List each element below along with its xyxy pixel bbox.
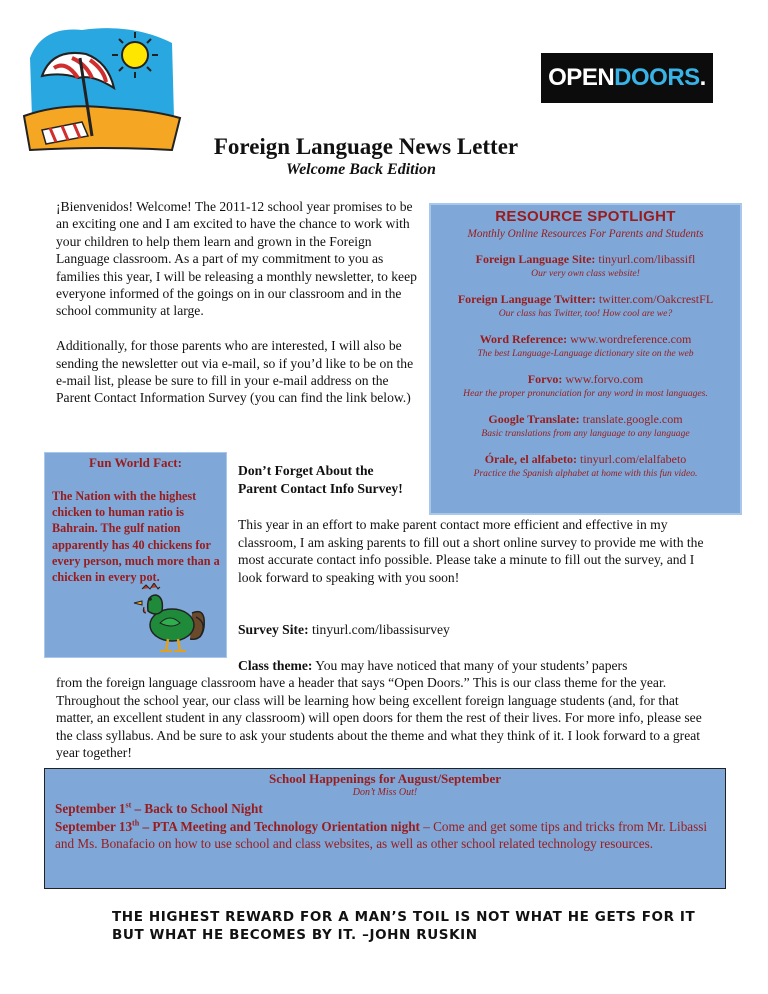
resource-label: Google Translate:: [488, 412, 580, 426]
open-doors-logo: [541, 53, 713, 103]
newsletter-title: Foreign Language News Letter: [213, 134, 519, 159]
happenings-subtitle: Don’t Miss Out!: [352, 787, 418, 798]
fun-world-fact-box: [44, 452, 227, 658]
event-back-to-school: September 1st – Back to School Night: [55, 800, 263, 816]
intro-paragraph-2: Additionally, for those parents who are interested, I will also be sending the newsletter out via e-mail, so if you’d like to be on the e-mail list, please be sure to fill in your e-mail address on the Parent Contact Information Survey (you can find the link below.): [56, 338, 414, 406]
parent-contact-heading: Don’t Forget About the Parent Contact Info Survey!: [238, 463, 403, 496]
resource-link[interactable]: www.wordreference.com: [567, 332, 692, 346]
resource-label: Forvo:: [527, 372, 563, 386]
resource-item: [431, 372, 740, 400]
resource-link[interactable]: tinyurl.com/libassifl: [595, 252, 696, 266]
resource-item: [431, 412, 740, 440]
resource-link[interactable]: tinyurl.com/elalfabeto: [577, 452, 687, 466]
logo-text-dot: .: [699, 64, 706, 91]
survey-site-label: Survey Site:: [238, 622, 309, 637]
class-theme-first-line: [238, 657, 713, 675]
resource-description: Our class has Twitter, too! How cool are we?: [498, 308, 673, 319]
survey-site-line: [238, 622, 450, 638]
intro-paragraph-1: ¡Bienvenidos! Welcome! The 2011-12 school year promises to be an exciting one and I am excited to have the chance to work with your children to help them learn and grown in the Foreign Language classroom. As a part of my commitment to you as families this year, I will be releasing a monthly newsletter, to keep everyone informed of the goings on in our classroom and in the school community at large.: [56, 199, 417, 319]
resource-spotlight-box: [429, 203, 742, 515]
intro-section: [56, 198, 418, 407]
resource-label: Órale, el alfabeto:: [484, 452, 577, 466]
resource-label: Foreign Language Twitter:: [457, 292, 596, 306]
resource-description: Our very own class website!: [531, 268, 640, 279]
class-theme-body: from the foreign language classroom have a header that says “Open Doors.” This is our class theme for the year. Throughout the school year, our class will be learning how being excellent foreign language students (and, for that matter, an excellent student in any classroom) will open doors for them the rest of their lives. For more info, please see the class syllabus. And be sure to ask your students about the theme and what they think of it. I look forward to a great year together!: [56, 675, 702, 761]
logo-text-doors: DOORS: [614, 64, 700, 91]
event-pta-description: – Come and get some tips and tricks from Mr. Libassi and Ms. Bonafacio on how to use school and class websites, as well as other school related technology resources.: [55, 818, 708, 851]
closing-quote: THE HIGHEST REWARD FOR A MAN’S TOIL IS NOT WHAT HE GETS FOR IT BUT WHAT HE BECOMES BY IT. –JOHN RUSKIN: [112, 909, 696, 943]
resource-label: Foreign Language Site:: [475, 252, 596, 266]
school-happenings-box: [44, 768, 726, 889]
parent-contact-body: This year in an effort to make parent contact more efficient and effective in my classroom, I am asking parents to fill out a short online survey to provide me with the most accurate contact info possible. Please take a minute to fill out the survey, and I look forward to speaking with you soon!: [238, 517, 704, 585]
resource-item: [431, 452, 740, 480]
resource-link[interactable]: www.forvo.com: [562, 372, 644, 386]
resource-description: Hear the proper pronunciation for any word in most languages.: [463, 388, 708, 399]
resource-subheading: Monthly Online Resources For Parents and Students: [467, 228, 704, 240]
resource-description: Practice the Spanish alphabet at home with this fun video.: [473, 468, 698, 479]
rooster-clipart: [130, 583, 210, 655]
resource-item: [431, 292, 740, 320]
newsletter-subtitle: Welcome Back Edition: [286, 161, 436, 178]
survey-site-link[interactable]: tinyurl.com/libassisurvey: [308, 622, 450, 637]
resource-link[interactable]: twitter.com/OakcrestFL: [595, 292, 714, 306]
resource-item: [431, 332, 740, 360]
resource-item: [431, 252, 740, 280]
resource-description: Basic translations from any language to any language: [481, 428, 690, 439]
event-pta-meeting: September 13th – PTA Meeting and Technology Orientation night – Come and get some tips and tricks from Mr. Libassi and Ms. Bonafacio on how to use school and class websites, as well as other school related technology resources.: [55, 818, 708, 851]
resource-description: The best Language-Language dictionary site on the web: [477, 348, 694, 359]
resource-heading: RESOURCE SPOTLIGHT: [495, 208, 676, 225]
fun-fact-body: The Nation with the highest chicken to human ratio is Bahrain. The gulf nation apparently has 40 chickens for every person, much more than a chicken in every pot.: [52, 489, 220, 585]
happenings-events: [45, 800, 725, 853]
logo-text-open: OPEN: [548, 64, 615, 91]
class-theme-label: Class theme:: [238, 658, 313, 673]
happenings-title: School Happenings for August/September: [269, 771, 501, 786]
class-theme-intro: You may have noticed that many of your students’ papers: [312, 658, 628, 673]
fun-fact-title: Fun World Fact:: [89, 455, 182, 470]
resource-label: Word Reference:: [479, 332, 568, 346]
resource-link[interactable]: translate.google.com: [579, 412, 683, 426]
